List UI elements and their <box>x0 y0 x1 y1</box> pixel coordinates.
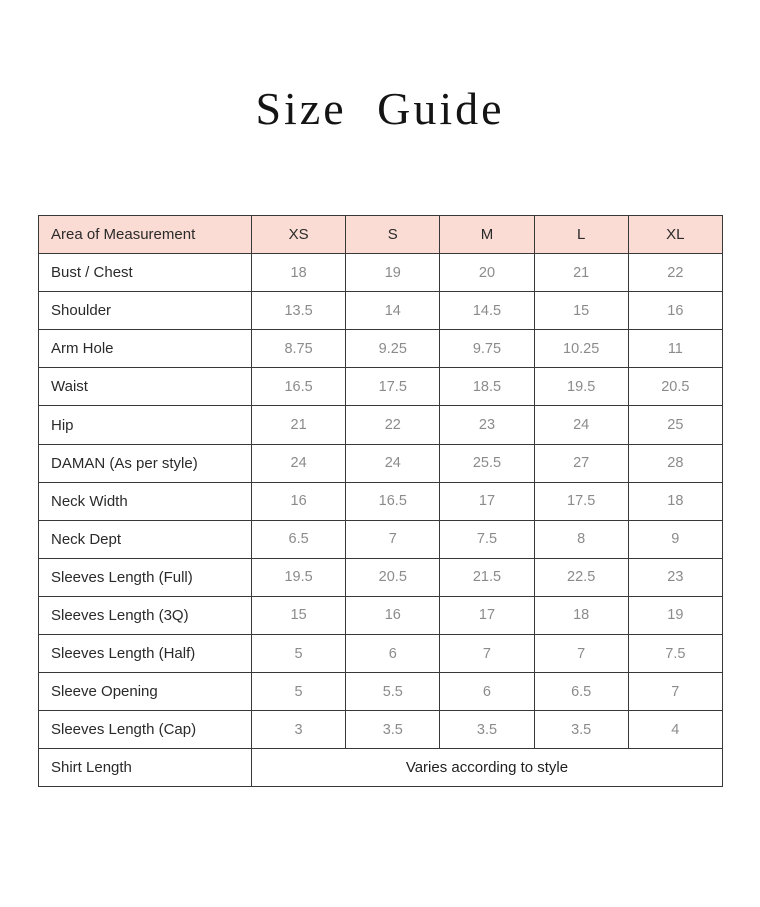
table-row <box>39 711 723 749</box>
column-header-s: S <box>346 216 440 254</box>
measurement-value: 3 <box>252 711 346 749</box>
measurement-value: 5.5 <box>346 673 440 711</box>
column-header-area-of-measurement: Area of Measurement <box>39 216 252 254</box>
measurement-value: 7 <box>534 635 628 673</box>
measurement-value: 5 <box>252 673 346 711</box>
measurement-value: 27 <box>534 444 628 482</box>
column-header-m: M <box>440 216 534 254</box>
measurement-value: 7 <box>346 520 440 558</box>
measurement-value: 20 <box>440 254 534 292</box>
table-row <box>39 254 723 292</box>
header-row <box>39 216 723 254</box>
measurement-value: 16.5 <box>252 368 346 406</box>
column-header-xl: XL <box>628 216 722 254</box>
table-row <box>39 368 723 406</box>
measurement-value: 19.5 <box>252 558 346 596</box>
table-row <box>39 520 723 558</box>
measurement-value: 23 <box>628 558 722 596</box>
table-row <box>39 406 723 444</box>
measurement-label: Sleeves Length (3Q) <box>39 596 252 634</box>
measurement-value: 3.5 <box>440 711 534 749</box>
measurement-label: Arm Hole <box>39 330 252 368</box>
measurement-value: 17 <box>440 596 534 634</box>
measurement-value: 19 <box>628 596 722 634</box>
measurement-value: 9 <box>628 520 722 558</box>
measurement-label: Shoulder <box>39 292 252 330</box>
measurement-value: 22 <box>346 406 440 444</box>
table-row <box>39 635 723 673</box>
table-header <box>39 216 723 254</box>
measurement-value: 19.5 <box>534 368 628 406</box>
measurement-value: 6.5 <box>252 520 346 558</box>
measurement-value: 28 <box>628 444 722 482</box>
measurement-value: 8.75 <box>252 330 346 368</box>
measurement-value: 20.5 <box>346 558 440 596</box>
measurement-value: 25 <box>628 406 722 444</box>
measurement-value: 23 <box>440 406 534 444</box>
column-header-xs: XS <box>252 216 346 254</box>
measurement-value: 16.5 <box>346 482 440 520</box>
measurement-label: Waist <box>39 368 252 406</box>
measurement-value: 11 <box>628 330 722 368</box>
measurement-value: 22 <box>628 254 722 292</box>
table-row <box>39 444 723 482</box>
measurement-value: 13.5 <box>252 292 346 330</box>
measurement-label: DAMAN (As per style) <box>39 444 252 482</box>
measurement-value: 10.25 <box>534 330 628 368</box>
measurement-label: Sleeves Length (Full) <box>39 558 252 596</box>
measurement-value: 17 <box>440 482 534 520</box>
measurement-value: 3.5 <box>534 711 628 749</box>
measurement-value: 16 <box>628 292 722 330</box>
measurement-value: 8 <box>534 520 628 558</box>
page-title: Size Guide <box>255 83 505 134</box>
measurement-value: 21.5 <box>440 558 534 596</box>
measurement-value: 18.5 <box>440 368 534 406</box>
measurement-value: 24 <box>346 444 440 482</box>
table-row <box>39 330 723 368</box>
measurement-value: 18 <box>628 482 722 520</box>
shirt-length-note: Varies according to style <box>252 749 723 787</box>
table-row <box>39 558 723 596</box>
measurement-value: 21 <box>252 406 346 444</box>
table-row <box>39 673 723 711</box>
table-row <box>39 292 723 330</box>
measurement-value: 17.5 <box>534 482 628 520</box>
measurement-value: 9.75 <box>440 330 534 368</box>
measurement-value: 3.5 <box>346 711 440 749</box>
measurement-value: 6 <box>440 673 534 711</box>
measurement-label: Neck Width <box>39 482 252 520</box>
table-row <box>39 596 723 634</box>
measurement-value: 6.5 <box>534 673 628 711</box>
measurement-label: Sleeve Opening <box>39 673 252 711</box>
measurement-label: Shirt Length <box>39 749 252 787</box>
size-table-body <box>39 254 723 787</box>
measurement-value: 6 <box>346 635 440 673</box>
measurement-value: 20.5 <box>628 368 722 406</box>
table-row-shirt-length <box>39 749 723 787</box>
measurement-label: Bust / Chest <box>39 254 252 292</box>
measurement-value: 19 <box>346 254 440 292</box>
measurement-value: 7 <box>440 635 534 673</box>
measurement-value: 14 <box>346 292 440 330</box>
measurement-value: 17.5 <box>346 368 440 406</box>
measurement-value: 7.5 <box>628 635 722 673</box>
measurement-value: 24 <box>252 444 346 482</box>
table-row <box>39 482 723 520</box>
measurement-value: 16 <box>346 596 440 634</box>
measurement-value: 7 <box>628 673 722 711</box>
measurement-label: Sleeves Length (Half) <box>39 635 252 673</box>
measurement-value: 18 <box>252 254 346 292</box>
measurement-value: 18 <box>534 596 628 634</box>
measurement-value: 22.5 <box>534 558 628 596</box>
measurement-label: Neck Dept <box>39 520 252 558</box>
column-header-l: L <box>534 216 628 254</box>
measurement-value: 5 <box>252 635 346 673</box>
measurement-value: 9.25 <box>346 330 440 368</box>
measurement-value: 15 <box>534 292 628 330</box>
measurement-value: 24 <box>534 406 628 444</box>
measurement-value: 7.5 <box>440 520 534 558</box>
measurement-value: 4 <box>628 711 722 749</box>
size-guide-table <box>38 215 723 787</box>
measurement-value: 25.5 <box>440 444 534 482</box>
measurement-value: 16 <box>252 482 346 520</box>
measurement-value: 21 <box>534 254 628 292</box>
measurement-value: 14.5 <box>440 292 534 330</box>
measurement-value: 15 <box>252 596 346 634</box>
measurement-label: Sleeves Length (Cap) <box>39 711 252 749</box>
measurement-label: Hip <box>39 406 252 444</box>
